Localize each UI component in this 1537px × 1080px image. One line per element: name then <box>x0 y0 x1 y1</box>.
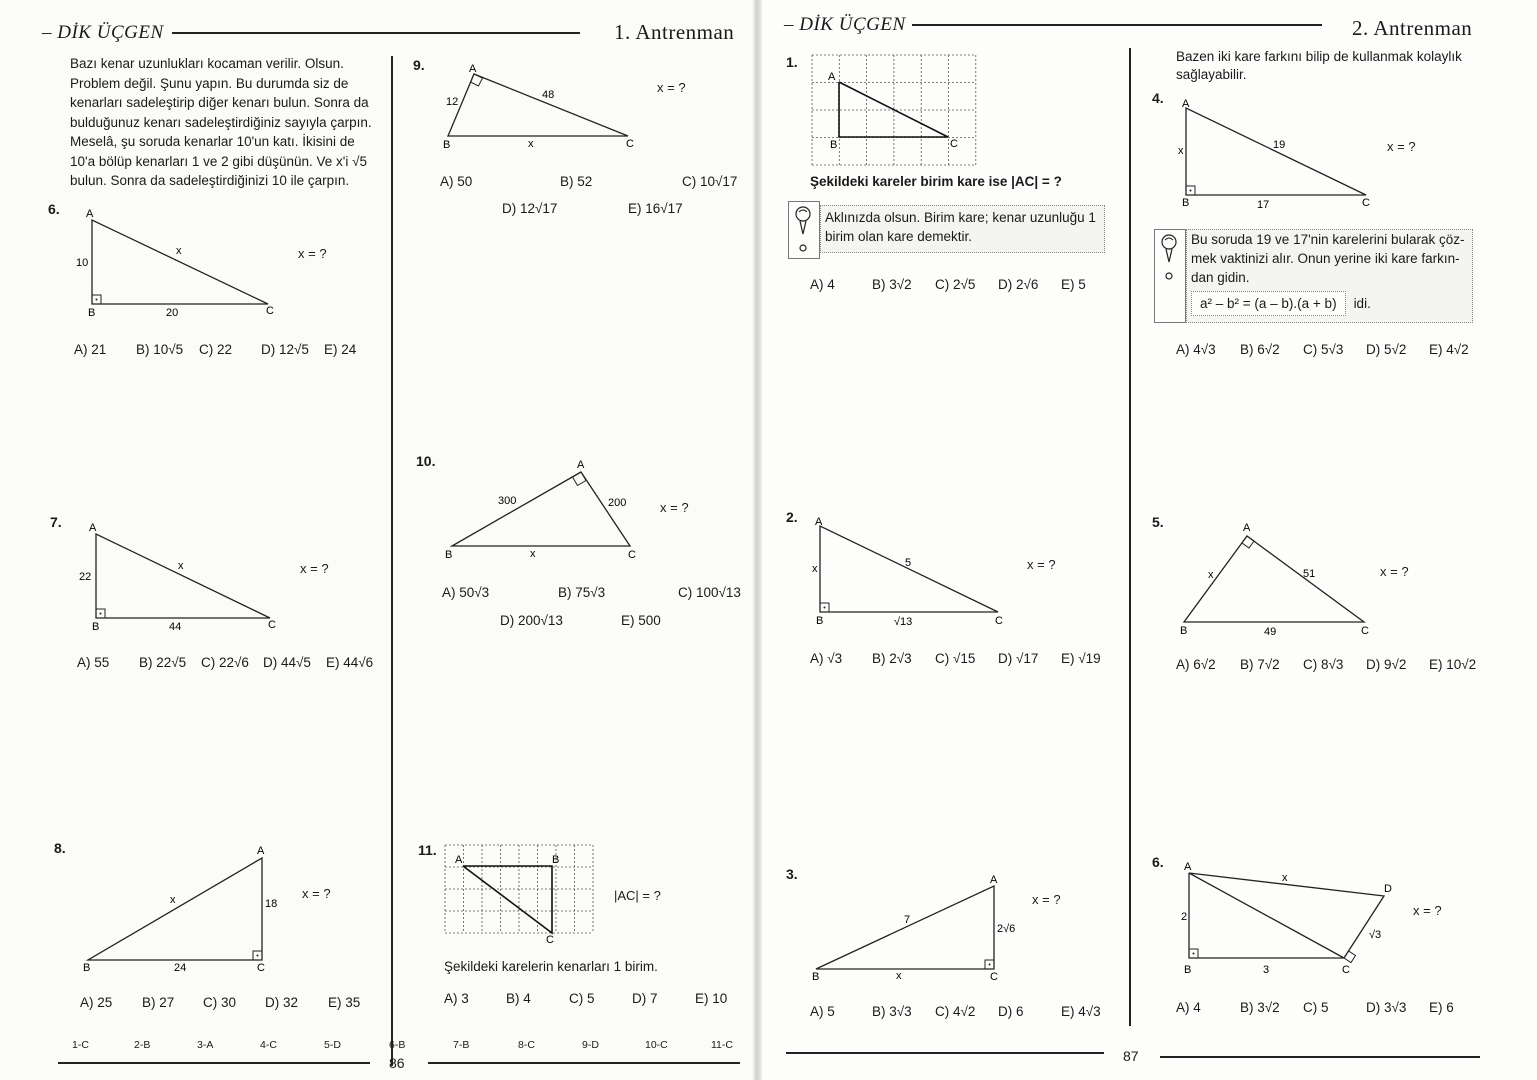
question-number: 8. <box>54 840 66 856</box>
side-label: 12 <box>446 96 459 108</box>
side-label: 48 <box>542 89 555 101</box>
intro-line: Bazen iki kare farkını bilip de kullanmak kolaylık <box>1176 49 1462 64</box>
option-e[interactable]: E) 10 <box>695 991 728 1006</box>
option-d[interactable]: D) 44√5 <box>263 655 311 670</box>
option-a[interactable]: A) 21 <box>74 342 107 357</box>
vertex-label: C <box>546 934 554 946</box>
option-c[interactable]: C) 5 <box>569 991 595 1006</box>
side-label: x <box>528 138 534 150</box>
vertex-label: B <box>1182 197 1190 209</box>
intro-line: kenarları sadeleştirip diğer kenarı bulun. Sonra da <box>70 95 369 110</box>
vertex-label: B <box>816 615 824 627</box>
option-d[interactable]: D) 6 <box>998 1004 1024 1019</box>
footer-rule <box>786 1052 1104 1054</box>
formula-box: a² – b² = (a – b).(a + b) <box>1191 291 1346 316</box>
right-section-title: 2. Antrenman <box>1352 16 1473 40</box>
hint-line: Aklınızda olsun. Birim kare; kenar uzunluğu 1 <box>825 210 1096 225</box>
right-intro <box>1176 48 1478 84</box>
vertex-label: B <box>812 971 820 983</box>
triangle-shape <box>92 220 268 304</box>
option-d[interactable]: D) 3√3 <box>1366 1000 1407 1015</box>
option-e[interactable]: E) 5 <box>1061 277 1086 292</box>
question-prompt: x = ? <box>657 80 686 95</box>
vertex-label: A <box>577 459 585 471</box>
intro-line: bulun. Sonra da sadeleştirdiğinizi 10 ile çarpın. <box>70 173 350 188</box>
option-b[interactable]: B) 52 <box>560 174 593 189</box>
right-angle-dot <box>96 299 98 301</box>
right-angle-dot <box>1193 953 1195 955</box>
hint-icon-box <box>1154 229 1186 323</box>
option-c[interactable]: C) 22 <box>199 342 233 357</box>
side-label: 18 <box>265 898 278 910</box>
triangle-shape <box>96 534 270 618</box>
side-label: 2√6 <box>997 923 1016 935</box>
side-label: 22 <box>79 571 92 583</box>
intro-line: Bazı kenar uzunlukları kocaman verilir. Olsun. <box>70 56 344 71</box>
vertex-label: B <box>1180 625 1188 637</box>
vertex-label: B <box>1184 964 1192 976</box>
formula-suffix: idi. <box>1353 296 1371 311</box>
q2-triangle-figure <box>808 510 1008 630</box>
option-a[interactable]: A) 55 <box>77 655 110 670</box>
q6r-quadrilateral-figure <box>1174 854 1404 979</box>
option-c[interactable]: C) 22√6 <box>201 655 249 670</box>
option-e[interactable]: E) 6 <box>1429 1000 1454 1015</box>
question-prompt: x = ? <box>302 886 331 901</box>
option-c[interactable]: C) 100√13 <box>678 585 741 600</box>
vertex-label: B <box>88 307 96 319</box>
footer-rule <box>428 1062 740 1064</box>
option-e[interactable]: E) 500 <box>621 613 661 628</box>
right-page <box>762 0 1537 1080</box>
question-number: 6. <box>1152 854 1164 870</box>
q3-triangle-figure <box>808 866 1018 988</box>
option-e[interactable]: E) 4√2 <box>1429 342 1469 357</box>
q4-triangle-figure <box>1174 92 1374 212</box>
answer-key-item: 3-A <box>197 1039 214 1051</box>
right-header-rule <box>912 24 1322 26</box>
option-d[interactable]: D) 7 <box>632 991 658 1006</box>
q8-triangle-figure <box>76 840 296 975</box>
option-a[interactable]: A) 4 <box>1176 1000 1201 1015</box>
vertex-label: B <box>830 139 838 151</box>
q10-triangle-figure <box>440 454 650 564</box>
side-label: 24 <box>174 962 187 974</box>
vertex-label: C <box>1342 964 1350 976</box>
right-angle-dot <box>989 964 991 966</box>
option-a[interactable]: A) 4√3 <box>1176 342 1216 357</box>
option-c[interactable]: C) 2√5 <box>935 277 976 292</box>
question-prompt: x = ? <box>1380 564 1409 579</box>
left-header-title: – DİK ÜÇGEN <box>42 22 164 43</box>
question-number: 6. <box>48 201 60 217</box>
answer-key-item: 2-B <box>134 1039 151 1051</box>
vertex-label: A <box>815 516 823 528</box>
side-label: 200 <box>608 497 627 509</box>
side-label: 49 <box>1264 626 1277 638</box>
question-number: 1. <box>786 54 798 70</box>
side-label: x <box>170 894 176 906</box>
answer-key-item: 6-B <box>389 1039 406 1051</box>
question-prompt: x = ? <box>1027 557 1056 572</box>
option-b[interactable]: B) 4 <box>506 991 531 1006</box>
vertex-label: B <box>443 139 451 151</box>
right-angle-dot <box>824 607 826 609</box>
q7-triangle-figure <box>72 516 292 636</box>
q11-grid-figure <box>440 840 600 950</box>
option-d[interactable]: D) 200√13 <box>500 613 563 628</box>
vertex-label: A <box>257 845 265 857</box>
answer-key-item: 5-D <box>324 1039 341 1051</box>
question-number: 4. <box>1152 90 1164 106</box>
right-angle-mark <box>1242 536 1254 548</box>
option-c[interactable]: C) 30 <box>203 995 237 1010</box>
option-a[interactable]: A) 6√2 <box>1176 657 1216 672</box>
triangle-shape <box>820 526 998 612</box>
option-b[interactable]: B) 7√2 <box>1240 657 1280 672</box>
option-c[interactable]: C) 8√3 <box>1303 657 1344 672</box>
vertex-label: A <box>1243 522 1251 534</box>
side-label: 19 <box>1273 139 1286 151</box>
option-d[interactable]: D) 9√2 <box>1366 657 1407 672</box>
hint-line: dan gidin. <box>1191 270 1250 285</box>
vertex-label: C <box>1361 625 1369 637</box>
answer-key-item: 1-C <box>72 1039 89 1051</box>
answer-key-item: 9-D <box>582 1039 599 1051</box>
option-d[interactable]: D) 32 <box>265 995 299 1010</box>
option-e[interactable]: E) 4√3 <box>1061 1004 1101 1019</box>
option-b[interactable]: B) 3√2 <box>1240 1000 1280 1015</box>
side-label: x <box>896 970 902 982</box>
right-angle-mark <box>573 472 587 486</box>
column-divider <box>391 56 393 1066</box>
option-b[interactable]: B) 3√2 <box>872 277 912 292</box>
triangle-shape <box>452 472 630 546</box>
option-c[interactable]: C) 5 <box>1303 1000 1329 1015</box>
option-a[interactable]: A) 5 <box>810 1004 835 1019</box>
side-label: 51 <box>1303 568 1316 580</box>
side-label: x <box>1208 569 1214 581</box>
question-prompt: x = ? <box>298 246 327 261</box>
option-c[interactable]: C) 4√2 <box>935 1004 976 1019</box>
side-label: x <box>812 563 818 575</box>
vertex-label: C <box>1362 197 1370 209</box>
right-header-title: – DİK ÜÇGEN <box>784 14 906 35</box>
vertex-label: C <box>995 615 1003 627</box>
hint-line: birim olan kare demektir. <box>825 229 973 244</box>
side-label: 20 <box>166 307 179 319</box>
question-prompt: Şekildeki kareler birim kare ise |AC| = ? <box>810 174 1062 189</box>
option-a[interactable]: A) √3 <box>810 651 843 666</box>
vertex-label: A <box>86 208 94 220</box>
question-prompt: x = ? <box>1032 892 1061 907</box>
side-label: x <box>1178 145 1184 157</box>
option-e[interactable]: E) √19 <box>1061 651 1101 666</box>
side-label: 44 <box>169 621 182 633</box>
vertex-label: C <box>266 305 274 317</box>
vertex-label: A <box>990 874 998 886</box>
hint-icon-box <box>788 201 820 259</box>
footer-rule <box>1160 1056 1480 1058</box>
question-prompt: x = ? <box>300 561 329 576</box>
answer-key-item: 11-C <box>711 1039 733 1051</box>
quadrilateral-shape <box>1189 873 1384 958</box>
answer-key-item: 7-B <box>453 1039 470 1051</box>
vertex-label: A <box>469 63 477 75</box>
left-header-rule <box>172 32 580 34</box>
option-b[interactable]: B) 75√3 <box>558 585 606 600</box>
side-label: x <box>176 245 182 257</box>
option-a[interactable]: A) 50 <box>440 174 473 189</box>
right-angle-dot <box>100 613 102 615</box>
option-d[interactable]: D) √17 <box>998 651 1039 666</box>
option-e[interactable]: E) 16√17 <box>628 201 683 216</box>
option-d[interactable]: D) 12√5 <box>261 342 309 357</box>
left-intro <box>70 54 372 191</box>
option-d[interactable]: D) 5√2 <box>1366 342 1407 357</box>
answer-key-item: 10-C <box>645 1039 668 1051</box>
question-prompt: x = ? <box>1413 903 1442 918</box>
intro-line: 10'a bölüp kenarları 1 ve 2 gibi düşünün. Ve x'i √5 <box>70 153 368 169</box>
vertex-label: A <box>1184 861 1192 873</box>
right-angle-dot <box>257 955 259 957</box>
side-label: 2 <box>1181 911 1188 923</box>
side-label: 10 <box>76 257 89 269</box>
hint-panel <box>820 205 1105 253</box>
footer-rule <box>58 1062 370 1064</box>
option-b[interactable]: B) 6√2 <box>1240 342 1280 357</box>
triangle-shape <box>88 858 262 960</box>
question-number: 3. <box>786 866 798 882</box>
vertex-label: B <box>92 621 100 633</box>
option-d[interactable]: D) 12√17 <box>502 201 558 216</box>
question-prompt: x = ? <box>660 500 689 515</box>
question-number: 5. <box>1152 514 1164 530</box>
option-b[interactable]: B) 10√5 <box>136 342 184 357</box>
triangle-shape <box>448 74 628 136</box>
side-label: √13 <box>894 616 913 628</box>
side-label: x <box>178 560 184 572</box>
option-b[interactable]: B) 3√3 <box>872 1004 912 1019</box>
question-caption: Şekildeki karelerin kenarları 1 birim. <box>444 959 658 974</box>
option-a[interactable]: A) 25 <box>80 995 113 1010</box>
side-label: √3 <box>1369 929 1382 941</box>
option-e[interactable]: E) 35 <box>328 995 361 1010</box>
question-prompt: |AC| = ? <box>614 888 661 903</box>
option-a[interactable]: A) 3 <box>444 991 469 1006</box>
option-c[interactable]: C) 10√17 <box>682 174 738 189</box>
right-angle-mark <box>471 74 483 86</box>
triangle-shape <box>1186 108 1366 195</box>
vertex-label: C <box>950 138 958 150</box>
side-label: 5 <box>905 557 912 569</box>
column-divider <box>1129 48 1131 1026</box>
question-number: 7. <box>50 514 62 530</box>
intro-line: Problem değil. Şunu yapın. Bu durumda siz de <box>70 75 349 91</box>
unit-square-grid <box>445 845 593 933</box>
q1-grid-figure <box>806 50 986 168</box>
question-number: 10. <box>416 453 436 469</box>
option-c[interactable]: C) √15 <box>935 651 976 666</box>
intro-line: bulduğunuz kenarı sadeleştirdiğiniz sayıyla çarpın. <box>70 114 372 130</box>
question-number: 9. <box>413 57 425 73</box>
q9-triangle-figure <box>438 58 648 153</box>
side-label: x <box>530 548 536 560</box>
option-b[interactable]: B) 27 <box>142 995 175 1010</box>
question-number: 2. <box>786 509 798 525</box>
question-number: 11. <box>418 842 437 858</box>
option-b[interactable]: B) 2√3 <box>872 651 912 666</box>
question-prompt: x = ? <box>1387 139 1416 154</box>
option-a[interactable]: A) 50√3 <box>442 585 490 600</box>
vertex-label: A <box>89 522 97 534</box>
answer-key-item: 4-C <box>260 1039 277 1051</box>
right-angle-dot <box>1190 190 1192 192</box>
q6-triangle-figure <box>70 200 290 325</box>
option-c[interactable]: C) 5√3 <box>1303 342 1344 357</box>
page-number: 87 <box>1123 1048 1139 1064</box>
option-e[interactable]: E) 10√2 <box>1429 657 1477 672</box>
right-triangle-abc <box>463 866 552 933</box>
hint-line: mek vaktinizi alır. Onun yerine iki kare farkın- <box>1191 251 1460 266</box>
intro-line: sağlayabilir. <box>1176 67 1247 82</box>
bulb-icon <box>1155 230 1185 286</box>
vertex-label: C <box>257 962 265 974</box>
vertex-label: A <box>828 71 836 83</box>
option-b[interactable]: B) 22√5 <box>139 655 187 670</box>
vertex-label: C <box>628 549 636 561</box>
hint-panel <box>1186 229 1473 323</box>
option-e[interactable]: E) 24 <box>324 342 357 357</box>
vertex-label: C <box>990 971 998 983</box>
vertex-label: B <box>83 962 91 974</box>
left-section-title: 1. Antrenman <box>614 20 735 44</box>
left-page <box>0 0 757 1080</box>
vertex-label: D <box>1384 883 1392 895</box>
page-number: 86 <box>389 1055 405 1071</box>
vertex-label: C <box>268 619 276 631</box>
option-d[interactable]: D) 2√6 <box>998 277 1039 292</box>
right-angle-mark <box>1344 951 1356 963</box>
answer-key-item: 8-C <box>518 1039 535 1051</box>
q5-triangle-figure <box>1174 516 1374 641</box>
vertex-label: C <box>626 138 634 150</box>
side-label: 3 <box>1263 964 1270 976</box>
vertex-label: B <box>445 549 453 561</box>
vertex-label: A <box>455 854 463 866</box>
vertex-label: B <box>552 854 560 866</box>
side-label: 7 <box>904 914 911 926</box>
intro-line: Meselâ, şu soruda kenarlar 10'un katı. İkisini de <box>70 134 355 149</box>
triangle-shape <box>816 886 994 969</box>
hint-line: Bu soruda 19 ve 17'nin karelerini bularak çöz- <box>1191 232 1465 247</box>
option-e[interactable]: E) 44√6 <box>326 655 374 670</box>
bulb-icon <box>789 202 819 258</box>
vertex-label: A <box>1182 98 1190 110</box>
option-a[interactable]: A) 4 <box>810 277 835 292</box>
side-label: 17 <box>1257 199 1270 211</box>
side-label: 300 <box>498 495 517 507</box>
formula-row <box>1191 291 1468 316</box>
side-label: x <box>1282 872 1288 884</box>
